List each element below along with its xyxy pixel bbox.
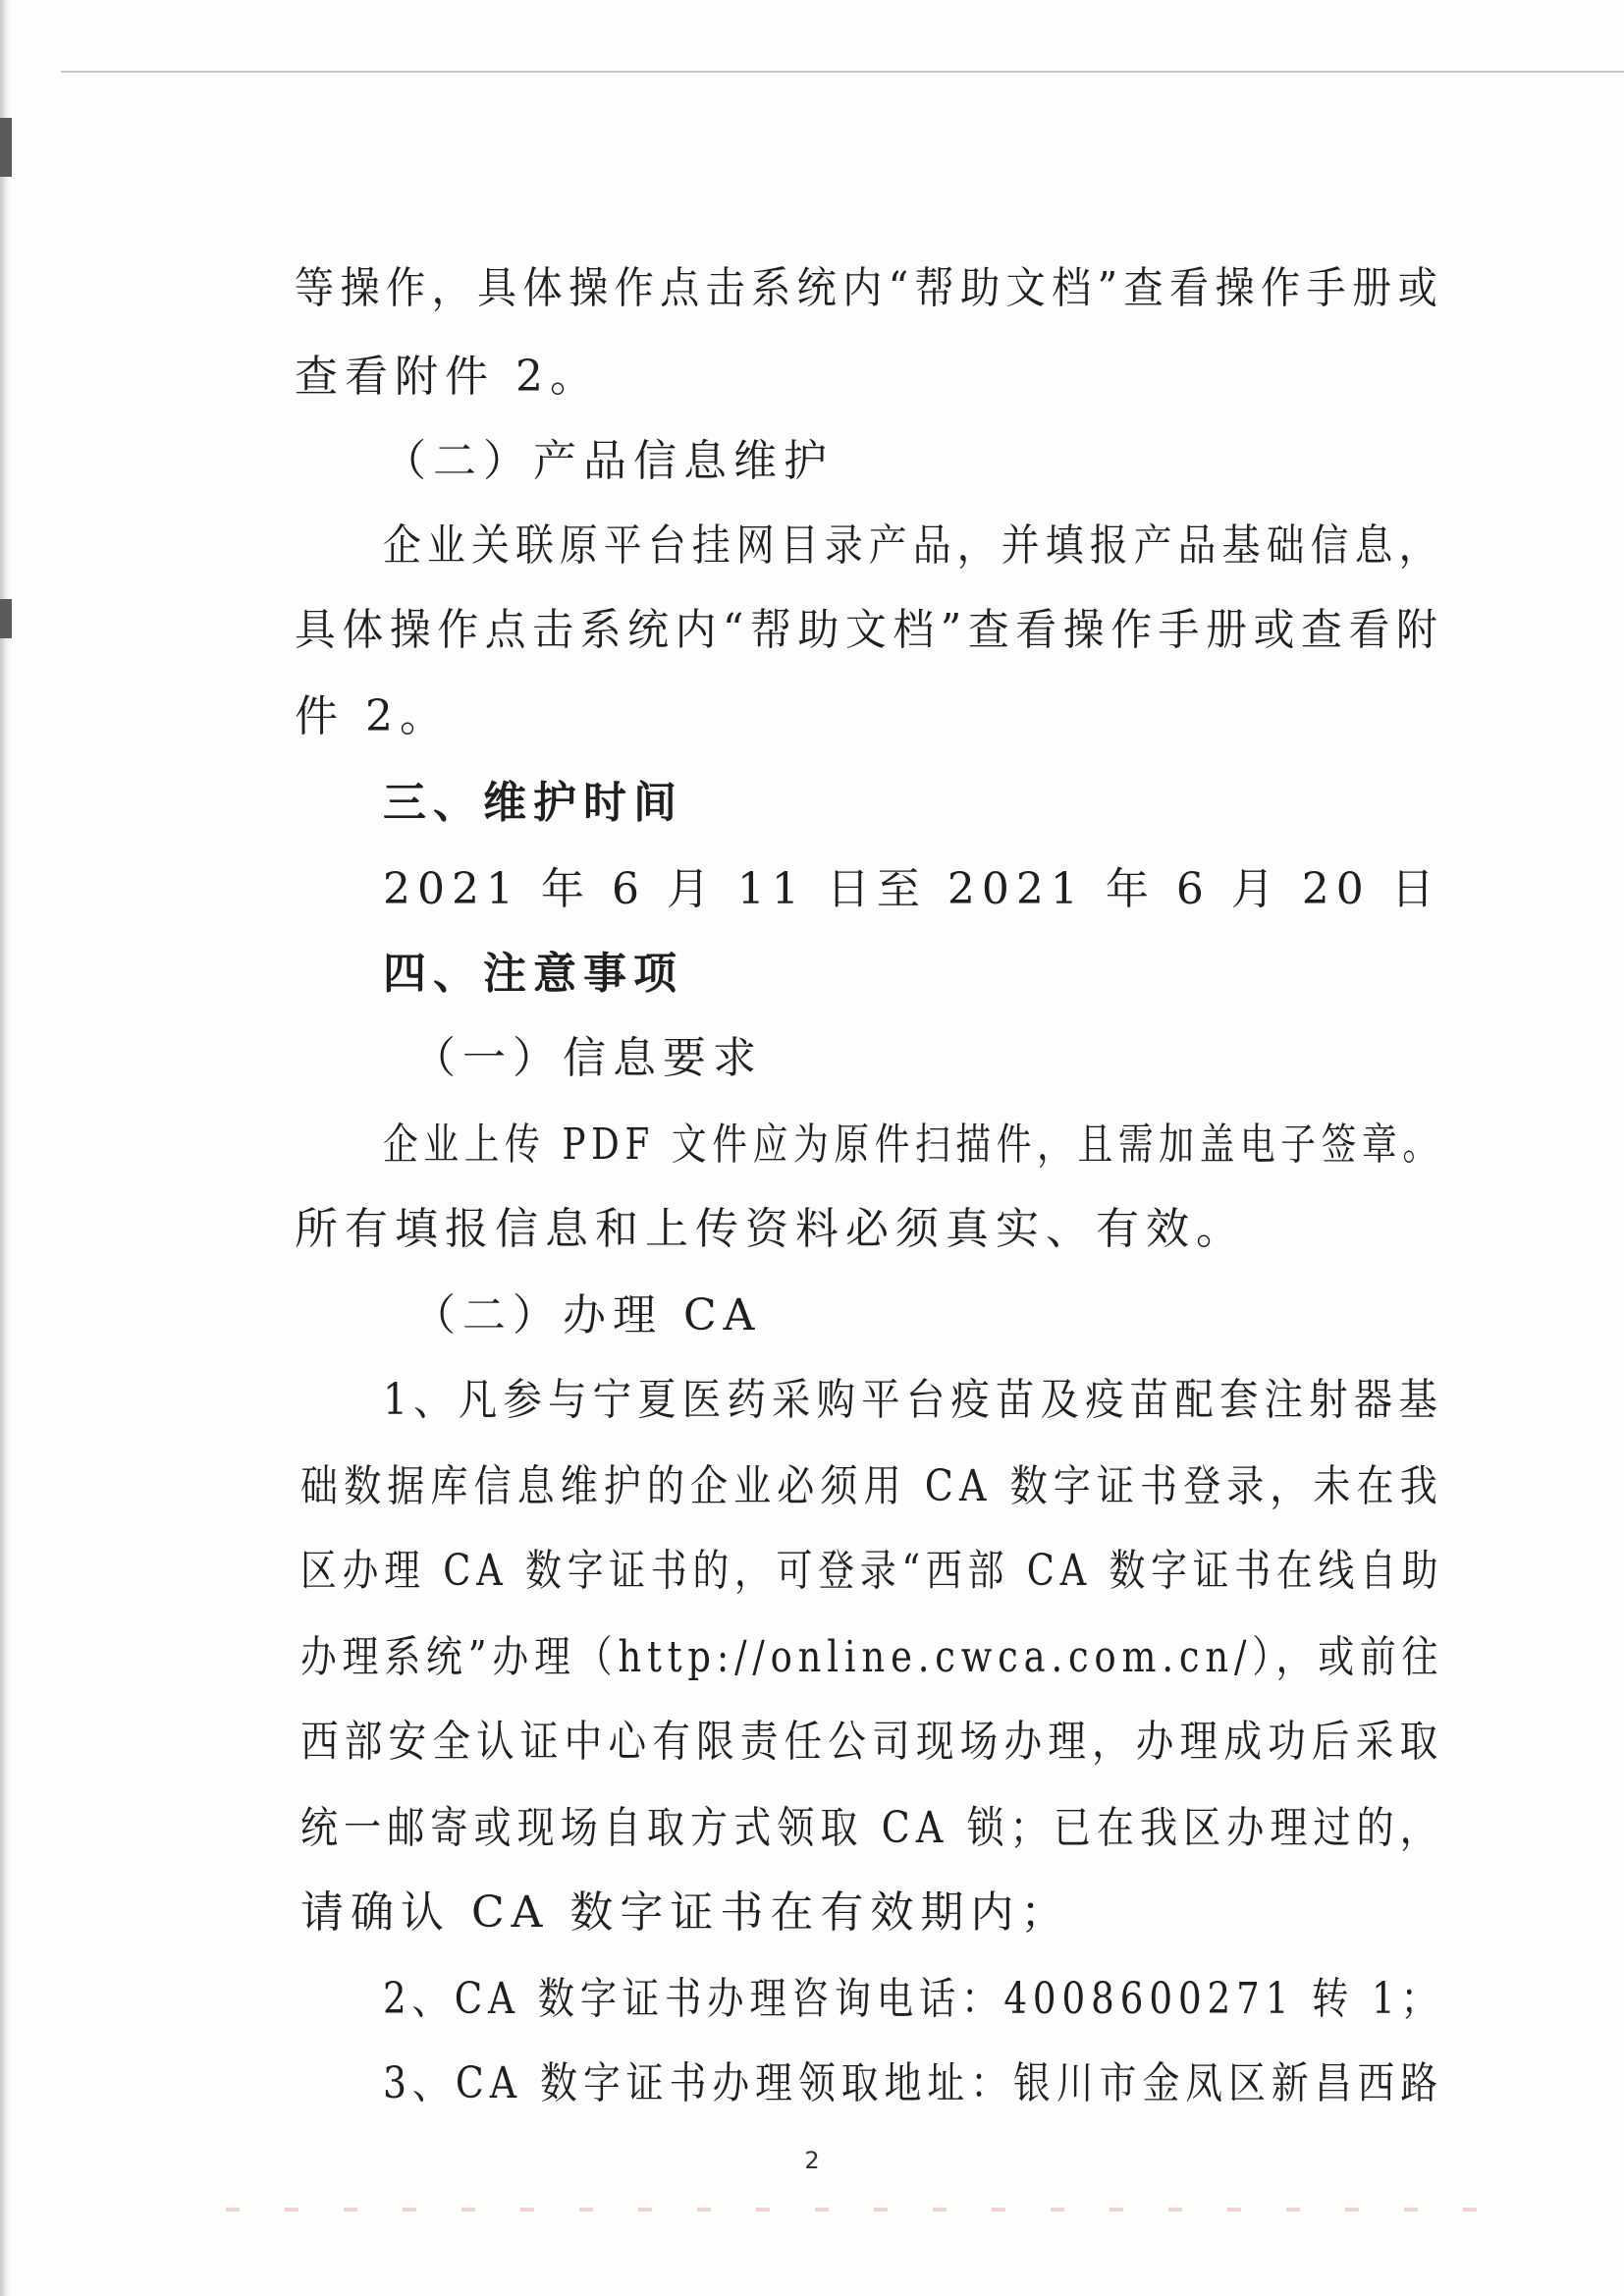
section-heading: 四、注意事项 — [383, 949, 683, 999]
list-item-line: 础数据库信息维护的企业必须用 CA 数字证书登录，未在我 — [300, 1461, 1443, 1511]
list-item-line: 区办理 CA 数字证书的，可登录“西部 CA 数字证书在线自助 — [300, 1546, 1444, 1596]
header-rule — [61, 71, 1624, 73]
paragraph-line: 所有填报信息和上传资料必须真实、有效。 — [295, 1204, 1246, 1254]
list-item-line: 请确认 CA 数字证书在有效期内； — [300, 1887, 1071, 1938]
subsection-heading: （二）办理 CA — [412, 1290, 762, 1340]
paragraph-line: 企业关联原平台挂网目录产品，并填报产品基础信息， — [383, 520, 1443, 571]
page-number: 2 — [804, 2147, 820, 2174]
list-item-line: 1、凡参与宁夏医药采购平台疫苗及疫苗配套注射器基 — [383, 1375, 1443, 1425]
paragraph-line: 件 2。 — [295, 691, 450, 741]
list-item-line: 2、CA 数字证书办理咨询电话：4008600271 转 1； — [383, 1974, 1443, 2024]
date-range: 2021 年 6 月 11 日至 2021 年 6 月 20 日 — [383, 864, 1441, 914]
paragraph-line: 具体操作点击系统内“帮助文档”查看操作手册或查看附 — [295, 605, 1444, 655]
scan-mark — [0, 599, 12, 638]
paragraph-line: 等操作，具体操作点击系统内“帮助文档”查看操作手册或 — [295, 263, 1444, 313]
list-item-line: 统一邮寄或现场自取方式领取 CA 锁；已在我区办理过的， — [300, 1803, 1443, 1853]
scan-noise — [226, 2208, 1502, 2212]
section-heading: 三、维护时间 — [383, 778, 683, 828]
list-item-line: 西部安全认证中心有限责任公司现场办理，办理成功后采取 — [300, 1717, 1444, 1767]
paragraph-line: 企业上传 PDF 文件应为原件扫描件，且需加盖电子签章。 — [383, 1120, 1443, 1170]
list-item-line: 办理系统”办理（http://online.cwca.com.cn/），或前往 — [300, 1632, 1444, 1682]
list-item-line: 3、CA 数字证书办理领取地址：银川市金凤区新昌西路 — [383, 2058, 1444, 2108]
scan-mark — [0, 118, 12, 177]
scan-edge — [0, 0, 10, 2296]
paragraph-line: 查看附件 2。 — [295, 352, 600, 402]
subsection-heading: （二）产品信息维护 — [383, 436, 834, 486]
subsection-heading: （一）信息要求 — [412, 1033, 763, 1083]
